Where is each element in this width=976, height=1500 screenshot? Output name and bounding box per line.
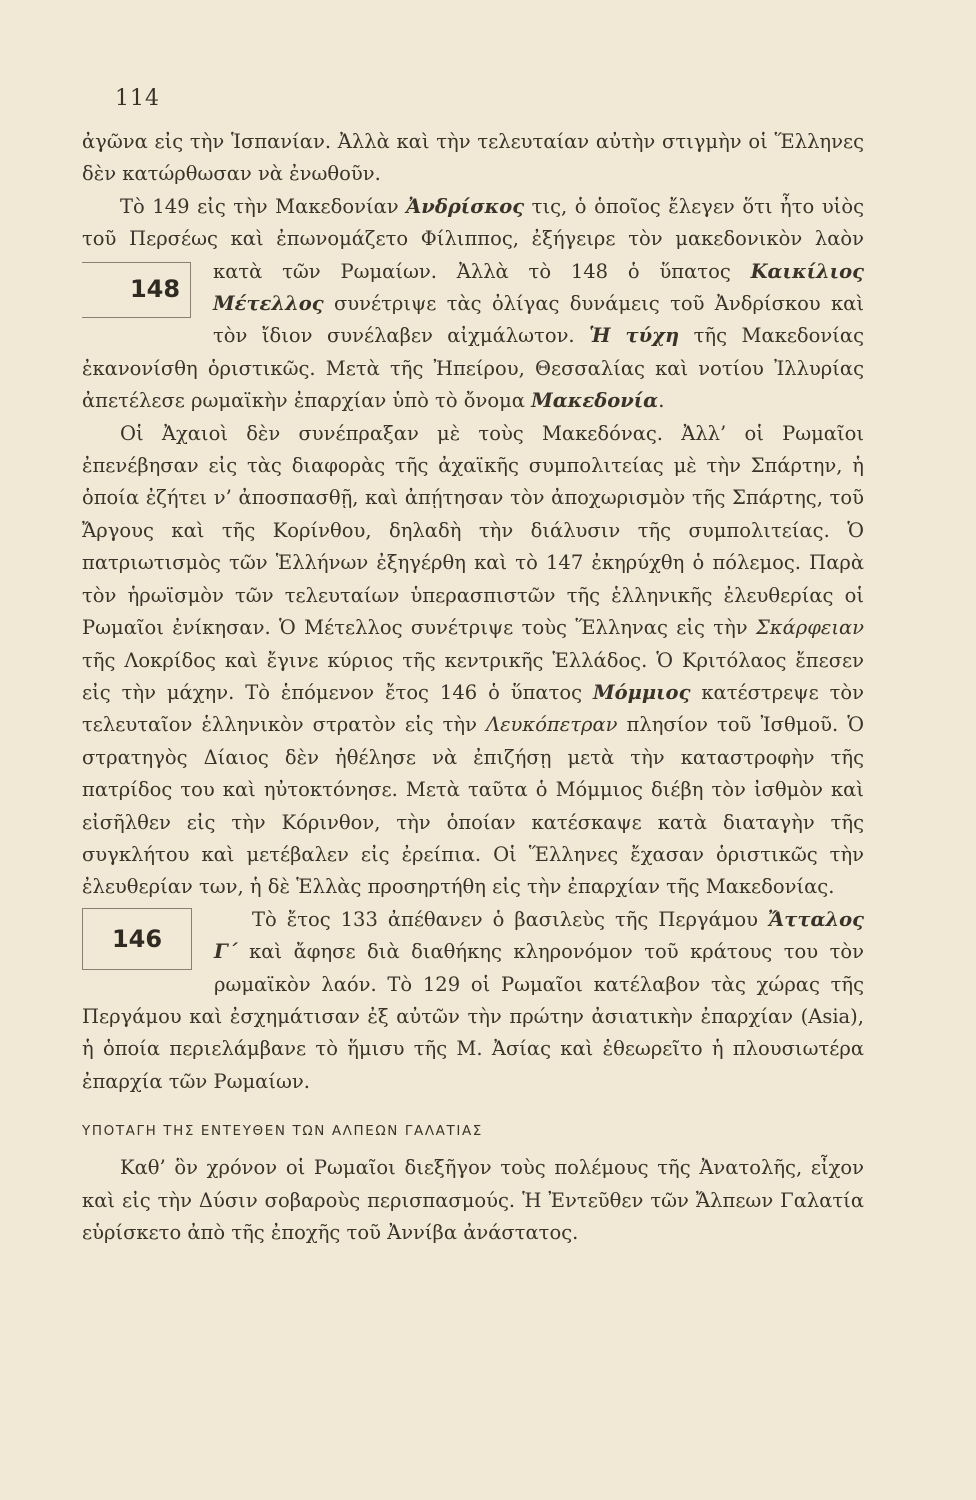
paragraph-2-text-d: τῆς Μακεδονίας ἐκανονίσθη ὁριστικῶς. Μετὰ τῆς Ἠπείρου, Θεσσαλίας καὶ νοτίου Ἰλλυρίας ἀπετέλεσε ρωμαϊκὴν ἐπαρχίαν ὑπὸ τὸ ὄνομα: [82, 324, 864, 413]
paragraph-3-text-b: τῆς Λοκρίδος καὶ ἔγινε κύριος τῆς κεντρικῆς Ἑλλάδος. Ὁ Κριτόλαος ἔπεσεν εἰς τὴν μάχην. Τὸ ἑπόμενον ἔτος 146 ὁ ὕπατος: [82, 648, 864, 704]
paragraph-4: [82, 904, 864, 1098]
phrase-i-tychi: Ἡ τύχη: [589, 324, 680, 348]
paragraph-3-text-c: κατέστρεψε τὸν τελευταῖον ἑλληνικὸν στρατὸν εἰς τὴν: [82, 680, 864, 737]
paragraph-4-text-a: Τὸ ἔτος 133 ἀπέθανεν ὁ βασιλεὺς τῆς Περγάμου: [252, 907, 768, 931]
paragraph-2-text-e: .: [658, 389, 665, 413]
name-andriskos: Ἀνδρίσκος: [406, 194, 525, 218]
paragraph-5: Καθ’ ὃν χρόνον οἱ Ρωμαῖοι διεξῆγον τοὺς πολέμους τῆς Ἀνατολῆς, εἶχον καὶ εἰς τὴν Δύσιν σοβαροὺς περισπασμούς. Ἡ Ἐντεῦθεν τῶν Ἄλπεων Γαλατία εὑρίσκετο ἀπὸ τῆς ἐποχῆς τοῦ Ἀννίβα ἀνάστατος.: [82, 1156, 864, 1244]
paragraph-2-text-c: συνέτριψε τὰς ὀλίγας δυνάμεις τοῦ Ἀνδρίσκου καὶ τὸν ἴδιον συνέλαβεν αἰχμάλωτον.: [213, 292, 864, 348]
paragraph-3-text-d: πλησίον τοῦ Ἰσθμοῦ. Ὁ στρατηγὸς Δίαιος δὲν ἠθέλησε νὰ ἐπιζήσῃ μετὰ τὴν καταστροφὴν τῆς πατρίδος του καὶ ηὐτοκτόνησε. Μετὰ ταῦτα ὁ Μόμμιος διέβη τὸν ἰσθμὸν καὶ εἰσῆλθεν εἰς τὴν Κόρινθον, τὴν ὁποίαν κατέσκαψε κατὰ διαταγὴν τῆς συγκλήτου καὶ μετέβαλεν εἰς ἐρείπια. Οἱ Ἕλληνες ἔχασαν ὁριστικῶς τὴν ἐλευθερίαν των, ἡ δὲ Ἑλλὰς προσηρτήθη εἰς τὴν ἐπαρχίαν τῆς Μακεδονίας.: [82, 713, 864, 899]
margin-year-148: 148: [82, 262, 191, 318]
margin-year-146: 146: [82, 908, 192, 970]
section-heading: ΥΠΟΤΑΓΗ ΤΗΣ ΕΝΤΕΥΘΕΝ ΤΩΝ ΑΛΠΕΩΝ ΓΑΛΑΤΙΑΣ: [82, 1123, 483, 1140]
name-kaikilios-metellos: Καικίλιος Μέτελλος: [213, 259, 864, 316]
name-mommios: Μόμμιος: [592, 680, 691, 704]
paragraph-2-text-a: Τὸ 149 εἰς τὴν Μακεδονίαν: [120, 194, 407, 218]
paragraph-2: [82, 191, 864, 418]
place-leukopetra: Λευκόπετραν: [486, 713, 618, 737]
name-attalos: Ἄτταλος Γ΄: [214, 907, 864, 964]
paragraph-3-text-a: Οἱ Ἀχαιοὶ δὲν συνέπραξαν μὲ τοὺς Μακεδόνας. Ἀλλ’ οἱ Ρωμαῖοι ἐπενέβησαν εἰς τὰς διαφορὰς τῆς ἀχαϊκῆς συμπολιτείας μὲ τὴν Σπάρτην, ἡ ὁποία ἐζήτει ν’ ἀποσπασθῇ, καὶ ἀπῄτησαν τὸν ἀποχωρισμὸν τῆς Σπάρτης, τοῦ Ἄργους καὶ τῆς Κορίνθου, δηλαδὴ τὴν διάλυσιν τῆς συμπολιτείας. Ὁ πατριωτισμὸς τῶν Ἑλλήνων ἐξηγέρθη καὶ τὸ 147 ἐκηρύχθη ὁ πόλεμος. Παρὰ τὸν ἡρωϊσμὸν τῶν τελευταίων ὑπερασπιστῶν τῆς ἑλληνικῆς ἐλευθερίας οἱ Ρωμαῖοι ἐνίκησαν. Ὁ Μέτελλος συνέτριψε τοὺς Ἕλληνας εἰς τὴν: [82, 421, 864, 640]
text-column: [82, 126, 864, 1249]
place-skarfeia: Σκάρφειαν: [756, 616, 864, 640]
paragraph-4-text-b: καὶ ἄφησε διὰ διαθήκης κληρονόμον τοῦ κράτους του τὸν ρωμαϊκὸν λαόν. Τὸ 129 οἱ Ρωμαῖοι κατέλαβον τὰς χώρας τῆς Περγάμου καὶ ἐσχημάτισαν ἐξ αὐτῶν τὴν πρώτην ἀσιατικὴν ἐπαρχίαν (Asia), ἡ ὁποία περιελάμβανε τὸ ἥμισυ τῆς Μ. Ἀσίας καὶ ἐθεωρεῖτο ἡ πλουσιωτέρα ἐπαρχία τῶν Ρωμαίων.: [82, 940, 864, 1093]
name-makedonia: Μακεδονία: [531, 389, 659, 413]
page-number: 114: [115, 86, 160, 111]
paragraph-3: [82, 418, 864, 904]
paragraph-1: ἀγῶνα εἰς τὴν Ἱσπανίαν. Ἀλλὰ καὶ τὴν τελευταίαν αὐτὴν στιγμὴν οἱ Ἕλληνες δὲν κατώρθωσαν νὰ ἐνωθοῦν.: [82, 130, 864, 186]
paragraph-2-text-b: τις, ὁ ὁποῖος ἔλεγεν ὅτι ἦτο υἱὸς τοῦ Περσέως καὶ ἐπωνομάζετο Φίλιππος, ἐξήγειρε τὸν μακεδονικὸν λαὸν κατὰ τῶν Ρωμαίων. Ἀλλὰ τὸ 148 ὁ ὕπατος: [82, 194, 864, 283]
